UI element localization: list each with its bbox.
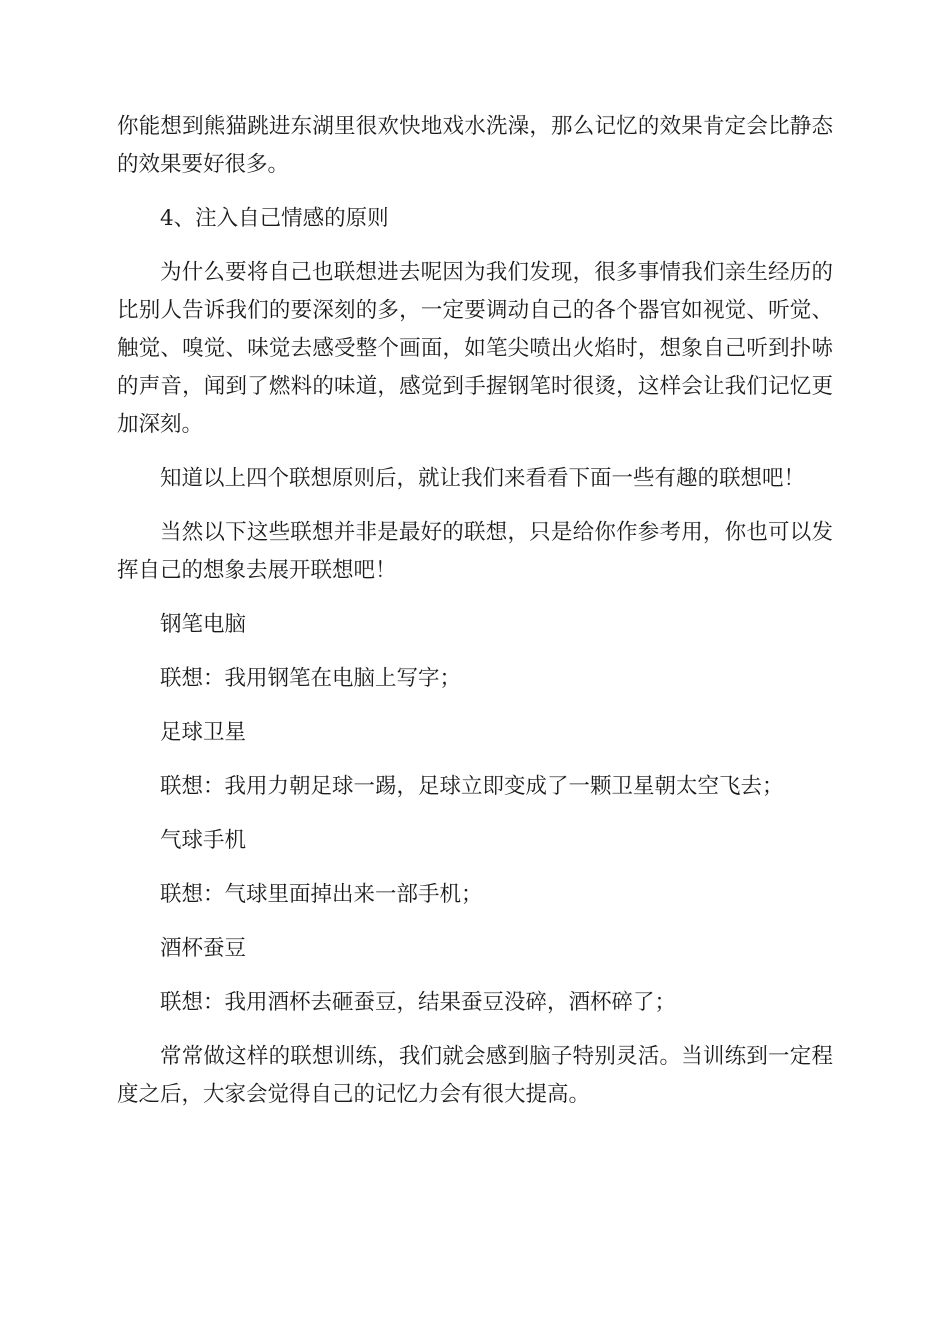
association-pen-computer: 联想：我用钢笔在电脑上写字；	[160, 666, 462, 691]
paragraph-reference-note: 当然以下这些联想并非是最好的联想，只是给你作参考用，你也可以发挥自己的想象去展开联想吧！	[117, 520, 833, 583]
association-wineglass-beans: 联想：我用酒杯去砸蚕豆，结果蚕豆没碎，酒杯碎了；	[160, 990, 677, 1015]
association-balloon-phone: 联想：气球里面掉出来一部手机；	[160, 882, 483, 907]
pair-title-pen-computer: 钢笔电脑	[160, 612, 247, 637]
paragraph-four-principles: 知道以上四个联想原则后，就让我们来看看下面一些有趣的联想吧！	[160, 466, 806, 491]
paragraph-training-conclusion: 常常做这样的联想训练，我们就会感到脑子特别灵活。当训练到一定程度之后，大家会觉得自己的记忆力会有很大提高。	[117, 1044, 833, 1107]
paragraph-self-emotion: 为什么要将自己也联想进去呢因为我们发现，很多事情我们亲生经历的比别人告诉我们的要深刻的多，一定要调动自己的各个器官如视觉、听觉、触觉、嗅觉、味觉去感受整个画面，如笔尖喷出火焰时，想象自己听到扑哧的声音，闻到了燃料的味道，感觉到手握钢笔时很烫，这样会让我们记忆更加深刻。	[117, 260, 833, 437]
paragraph-panda-continuation: 你能想到熊猫跳进东湖里很欢快地戏水洗澡，那么记忆的效果肯定会比静态的效果要好很多。	[117, 114, 833, 177]
heading-principle-4: 4、注入自己情感的原则	[160, 206, 389, 231]
pair-title-balloon-phone: 气球手机	[160, 828, 247, 853]
association-football-satellite: 联想：我用力朝足球一踢，足球立即变成了一颗卫星朝太空飞去；	[160, 774, 784, 799]
pair-title-football-satellite: 足球卫星	[160, 720, 247, 745]
pair-title-wineglass-beans: 酒杯蚕豆	[160, 936, 247, 961]
document-body	[117, 108, 833, 1130]
